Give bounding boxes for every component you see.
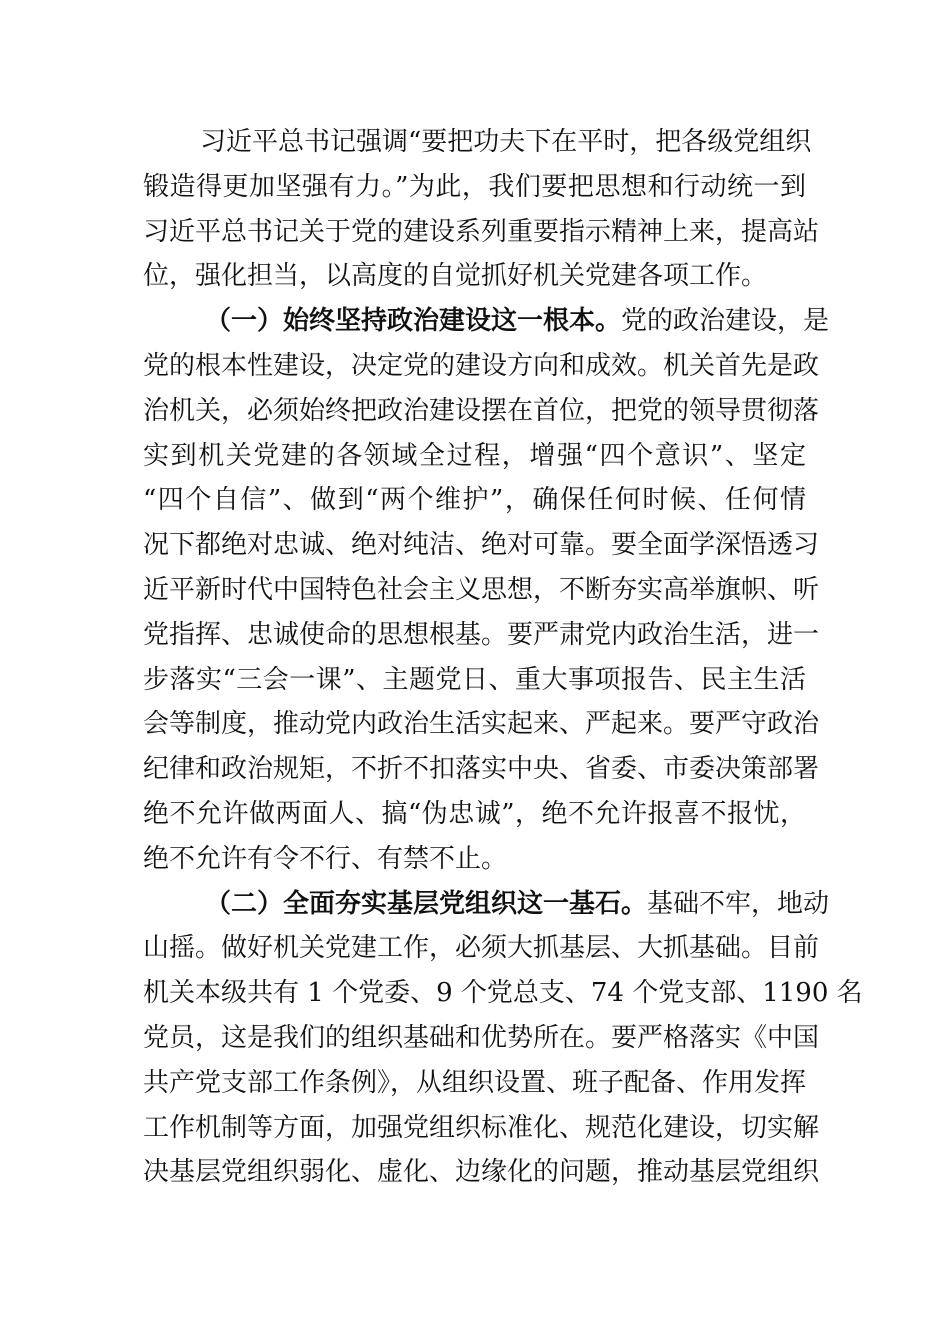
text-line: 实到机关党建的各领域全过程，增强“四个意识”、坚定 <box>143 440 806 471</box>
text-line <box>143 882 830 927</box>
text-line: 纪律和政治规矩，不折不扣落实中央、省委、市委决策部署 <box>143 754 820 785</box>
text-line: 共产党支部工作条例》，从组织设置、班子配备、作用发挥 <box>143 1067 807 1098</box>
text-line: 工作机制等方面，加强党组织标准化、规范化建设，切实解 <box>143 1112 820 1143</box>
text-line: 步落实“三会一课”、主题党日、重大事项报告、民主生活 <box>143 664 806 695</box>
text-line: 习近平总书记关于党的建设系列重要指示精神上来，提高站 <box>143 216 820 247</box>
text-line: 绝不允许有令不行、有禁不止。 <box>143 843 508 874</box>
text-line: 绝不允许做两面人、搞“伪忠诚”，绝不允许报喜不报忧， <box>143 798 806 829</box>
section-heading: （一）始终坚持政治建设这一根本。 <box>205 306 622 337</box>
paragraph-grassroots-organization <box>143 882 863 1196</box>
text-span: 党的政治建设，是 <box>621 306 830 337</box>
text-line: 党指挥、忠诚使命的思想根基。要严肃党内政治生活，进一 <box>143 619 820 650</box>
text-line: 机关本级共有 1 个党委、9 个党总支、74 个党支部、1190 名 <box>143 978 863 1009</box>
paragraph-intro <box>143 120 820 299</box>
text-line: 党员，这是我们的组织基础和优势所在。要严格落实《中国 <box>143 1022 820 1053</box>
text-line: 习近平总书记强调“要把功夫下在平时，把各级党组织 <box>200 127 812 157</box>
text-line: “四个自信”、做到“两个维护”，确保任何时候、任何情 <box>143 485 806 516</box>
text-line: 山摇。做好机关党建工作，必须大抓基层、大抓基础。目前 <box>143 933 820 964</box>
text-line: 会等制度，推动党内政治生活实起来、严起来。要严守政治 <box>143 709 820 740</box>
paragraph-political-building <box>143 299 830 881</box>
text-line: 位，强化担当，以高度的自觉抓好机关党建各项工作。 <box>143 261 768 292</box>
text-span: 基础不牢，地动 <box>647 888 830 919</box>
document-page <box>143 120 863 1195</box>
text-line: 决基层党组织弱化、虚化、边缘化的问题，推动基层党组织 <box>143 1157 820 1188</box>
text-line: 党的根本性建设，决定党的建设方向和成效。机关首先是政 <box>143 350 820 381</box>
text-line: 治机关，必须始终把政治建设摆在首位，把党的领导贯彻落 <box>143 395 820 426</box>
text-line: 况下都绝对忠诚、绝对纯洁、绝对可靠。要全面学深悟透习 <box>143 530 820 561</box>
text-line: 锻造得更加坚强有力。”为此，我们要把思想和行动统一到 <box>143 171 806 202</box>
text-line: 近平新时代中国特色社会主义思想，不断夯实高举旗帜、听 <box>143 574 820 605</box>
text-line <box>143 299 830 344</box>
section-heading: （二）全面夯实基层党组织这一基石。 <box>205 888 648 919</box>
